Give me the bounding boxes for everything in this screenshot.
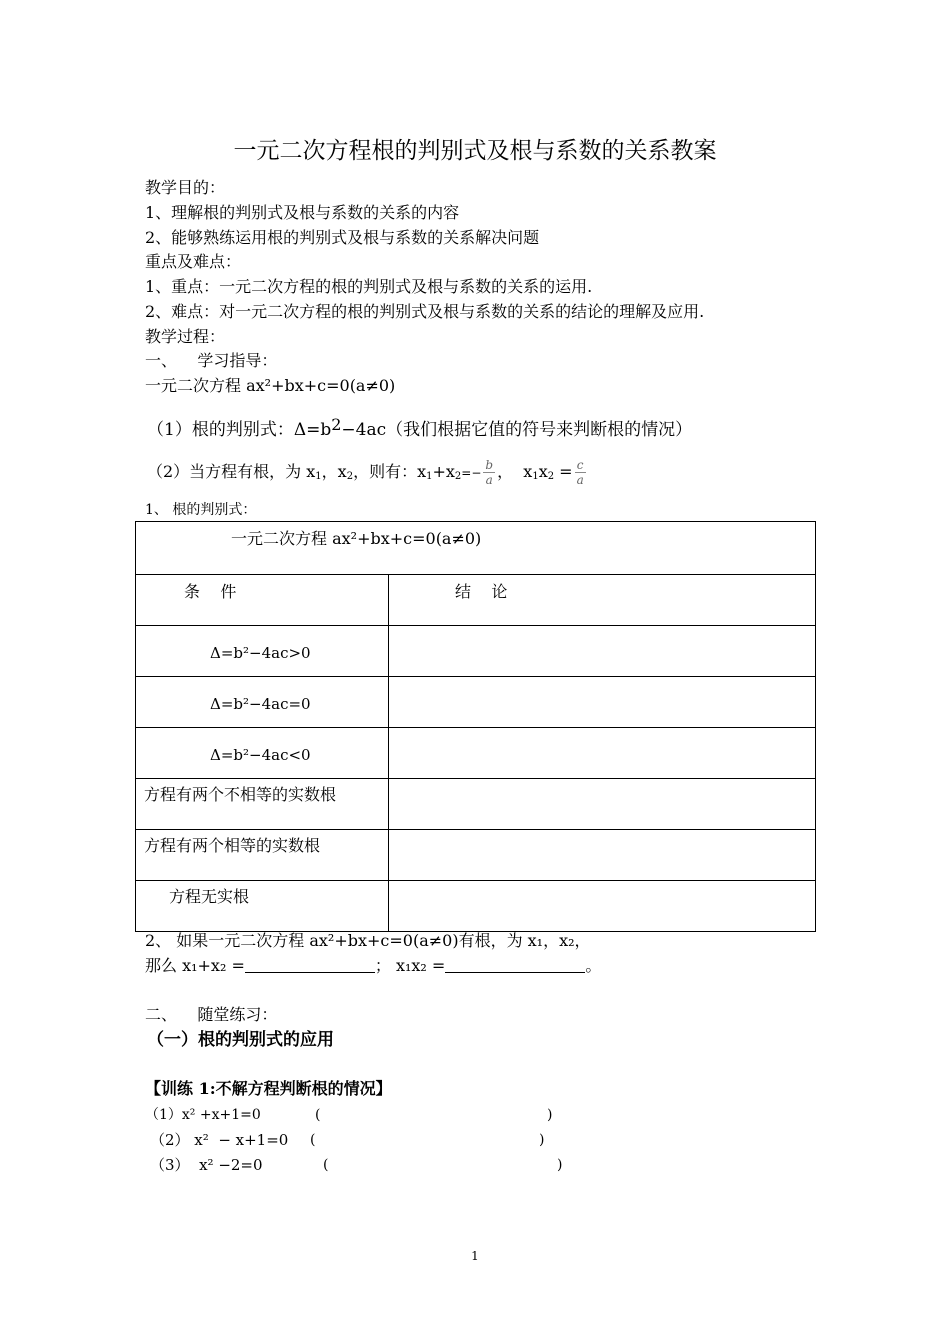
conclusion-cell[interactable] xyxy=(389,779,816,830)
conclusion-header-cell xyxy=(389,575,816,626)
key-point-2: 2、难点：对一元二次方程的根的判别式及根与系数的关系的结论的理解及应用. xyxy=(145,302,705,321)
conclusion-cell[interactable] xyxy=(389,881,816,932)
row-no-real-roots: 方程无实根 xyxy=(169,887,250,906)
table-header: 一元二次方程 ax²+bx+c=0(a≠0) xyxy=(231,529,482,548)
condition-eq-zero: Δ=b²−4ac=0 xyxy=(210,695,311,713)
table-header-cell xyxy=(136,522,816,575)
answer-paren-open: ( xyxy=(323,1157,329,1173)
document-title: 一元二次方程根的判别式及根与系数的关系教案 xyxy=(233,138,717,164)
item2-line2 xyxy=(145,956,601,976)
discriminant-rest: −4ac xyxy=(341,420,387,440)
fraction-numerator: c xyxy=(575,458,586,473)
process-heading: 教学过程： xyxy=(145,327,226,346)
answer-paren-close: ) xyxy=(539,1132,545,1148)
section-1-heading: 一、 学习指导： xyxy=(145,351,278,370)
answer-paren-open: ( xyxy=(315,1107,321,1123)
page-number: 1 xyxy=(471,1249,479,1263)
key-points-heading: 重点及难点： xyxy=(145,252,242,271)
conclusion-answer-blank[interactable] xyxy=(389,830,815,880)
subscript: 1 xyxy=(532,471,539,482)
objective-item-1: 1、理解根的判别式及根与系数的关系的内容 xyxy=(145,203,460,222)
conclusion-answer-blank[interactable] xyxy=(389,728,815,778)
fraction-c-over-a xyxy=(575,458,586,487)
row-two-distinct-roots: 方程有两个不相等的实数根 xyxy=(144,785,337,804)
objectives-heading: 教学目的： xyxy=(145,178,226,197)
condition-cell xyxy=(136,830,389,881)
condition-cell xyxy=(136,881,389,932)
subscript: 1 xyxy=(426,471,433,482)
vieta-then: ，则有：x xyxy=(353,462,427,481)
discriminant-line xyxy=(147,415,692,440)
condition-cell xyxy=(136,677,389,728)
answer-paren-open: ( xyxy=(310,1132,316,1148)
item2-period: 。 xyxy=(585,956,602,975)
condition-header: 条 件 xyxy=(184,582,237,601)
conclusion-cell[interactable] xyxy=(389,677,816,728)
discriminant-formula: Δ=b xyxy=(293,420,332,440)
question-1: （1）x² +x+1=0 xyxy=(145,1107,261,1123)
condition-lt-zero: Δ=b²−4ac<0 xyxy=(210,746,311,764)
condition-cell xyxy=(136,779,389,830)
discriminant-table xyxy=(135,521,816,932)
table-label: 1、 根的判别式： xyxy=(145,502,257,518)
training-heading: 【训练 1:不解方程判断根的情况】 xyxy=(145,1079,392,1098)
subscript: 2 xyxy=(547,471,555,482)
conclusion-cell[interactable] xyxy=(389,830,816,881)
practice-subheading: （一）根的判别式的应用 xyxy=(147,1030,334,1050)
conclusion-answer-blank[interactable] xyxy=(389,677,815,727)
question-3: （3） x² −2=0 xyxy=(150,1156,263,1174)
condition-cell xyxy=(136,626,389,677)
question-2: （2） x² − x+1=0 xyxy=(150,1131,289,1149)
sum-label: 那么 x₁+x₂ = xyxy=(145,956,245,975)
row-two-equal-roots: 方程有两个相等的实数根 xyxy=(144,836,321,855)
product-answer-blank[interactable] xyxy=(445,959,585,973)
vieta-prod-x2: x xyxy=(538,462,548,481)
fraction-numerator: b xyxy=(485,458,494,472)
key-point-1: 1、重点：一元二次方程的根的判别式及根与系数的关系的运用. xyxy=(145,277,593,296)
discriminant-exponent: 2 xyxy=(331,415,342,434)
vieta-mid: ，x xyxy=(321,462,347,481)
objective-item-2: 2、能够熟练运用根的判别式及根与系数的关系解决问题 xyxy=(145,228,540,247)
vieta-prefix: （2）当方程有根，为 x xyxy=(147,462,316,481)
vieta-prod-eq: = xyxy=(554,462,573,481)
condition-header-cell xyxy=(136,575,389,626)
vieta-eq: =− xyxy=(461,466,482,480)
item2-line1: 2、 如果一元二次方程 ax²+bx+c=0(a≠0)有根，为 x₁，x₂， xyxy=(145,931,591,950)
condition-cell xyxy=(136,728,389,779)
product-label: ； x₁x₂ = xyxy=(374,956,446,975)
general-equation: 一元二次方程 ax²+bx+c=0(a≠0) xyxy=(145,376,396,395)
vieta-prod-x1: x xyxy=(523,462,533,481)
sum-answer-blank[interactable] xyxy=(245,959,375,973)
discriminant-note: （我们根据它值的符号来判断根的情况） xyxy=(386,420,693,440)
fraction-b-over-a xyxy=(483,458,495,487)
subscript: 2 xyxy=(346,471,354,482)
conclusion-answer-blank[interactable] xyxy=(389,626,815,676)
discriminant-prefix: （1）根的判别式： xyxy=(147,420,294,440)
vieta-plus: +x xyxy=(432,462,455,481)
answer-paren-close: ) xyxy=(557,1157,563,1173)
fraction-denominator: a xyxy=(576,473,584,487)
fraction-denominator: a xyxy=(485,473,493,487)
answer-paren-close: ) xyxy=(547,1107,553,1123)
condition-gt-zero: Δ=b²−4ac>0 xyxy=(210,644,311,662)
conclusion-answer-blank[interactable] xyxy=(389,779,815,829)
conclusion-cell[interactable] xyxy=(389,626,816,677)
subscript: 2 xyxy=(454,471,462,482)
section-2-heading: 二、 随堂练习： xyxy=(145,1005,278,1024)
conclusion-header: 结 论 xyxy=(455,582,508,601)
vieta-line: （2）当方程有根，为 $x_1$，$x_2$，则有：$x_1+x_2=-$ $\frac{b}{a}$ ， $x_1x_2$ = $\frac{c}{a}$ xyxy=(147,458,584,487)
subscript: 1 xyxy=(315,471,322,482)
conclusion-answer-blank[interactable] xyxy=(389,881,815,931)
conclusion-cell[interactable] xyxy=(389,728,816,779)
